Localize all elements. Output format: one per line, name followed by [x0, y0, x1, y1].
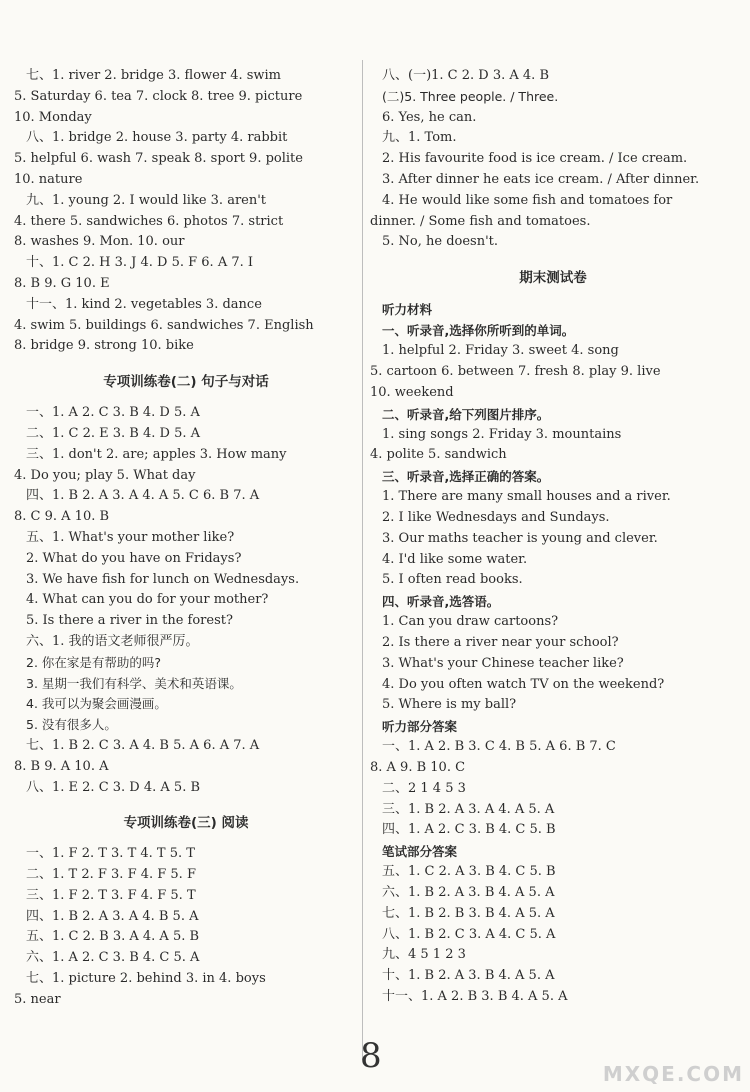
- answer-line: 8. C 9. A 10. B: [14, 509, 110, 525]
- answer-line: 3. 星期一我们有科学、美术和英语课。: [26, 675, 242, 691]
- answer-line: 1. There are many small houses and a river.: [382, 489, 671, 505]
- answer-line: 5. 没有很多人。: [26, 717, 117, 733]
- answer-line: 5. No, he doesn't.: [382, 234, 499, 250]
- answer-line: 十一、1. A 2. B 3. B 4. A 5. A: [382, 988, 568, 1004]
- subsection-heading: 一、听录音,选择你所听到的单词。: [382, 323, 575, 339]
- answer-line: 七、1. picture 2. behind 3. in 4. boys: [26, 971, 266, 987]
- column-divider: [362, 60, 363, 1060]
- answer-line: 六、1. B 2. A 3. B 4. A 5. A: [382, 884, 555, 900]
- subsection-heading: 听力材料: [382, 302, 433, 318]
- answer-line: 1. helpful 2. Friday 3. sweet 4. song: [382, 343, 619, 359]
- answer-line: 4. Do you; play 5. What day: [14, 467, 196, 483]
- answer-line: 二、2 1 4 5 3: [382, 780, 466, 796]
- answer-line: 三、1. B 2. A 3. A 4. A 5. A: [382, 801, 555, 817]
- answer-line: 4. polite 5. sandwich: [370, 447, 507, 463]
- section-title: 期末测试卷: [519, 270, 587, 287]
- answer-line: 4. Do you often watch TV on the weekend?: [382, 676, 665, 692]
- answer-line: 五、1. What's your mother like?: [26, 529, 235, 545]
- answer-line: 八、1. E 2. C 3. D 4. A 5. B: [26, 779, 201, 795]
- answer-line: 2. I like Wednesdays and Sundays.: [382, 509, 610, 525]
- answer-line: 4. I'd like some water.: [382, 551, 528, 567]
- answer-line: (二)5. Three people. / Three.: [382, 88, 559, 104]
- subsection-heading: 二、听录音,给下列图片排序。: [382, 406, 550, 422]
- answer-line: 5. Saturday 6. tea 7. clock 8. tree 9. picture: [14, 88, 303, 104]
- answer-line: 八、1. bridge 2. house 3. party 4. rabbit: [26, 130, 288, 146]
- answer-line: 4. swim 5. buildings 6. sandwiches 7. English: [14, 317, 314, 333]
- answer-line: 一、1. F 2. T 3. T 4. T 5. T: [26, 846, 195, 862]
- left-column: [14, 66, 358, 1011]
- answer-line: 二、1. T 2. F 3. F 4. F 5. F: [26, 867, 196, 883]
- answer-line: 5. near: [14, 991, 61, 1007]
- answer-line: 六、1. A 2. C 3. B 4. C 5. A: [26, 950, 200, 966]
- right-column: [370, 66, 736, 1008]
- answer-line: 四、1. B 2. A 3. A 4. A 5. C 6. B 7. A: [26, 488, 260, 504]
- answer-line: 七、1. B 2. B 3. B 4. A 5. A: [382, 905, 555, 921]
- answer-line: dinner. / Some fish and tomatoes.: [370, 213, 591, 229]
- answer-line: 八、(一)1. C 2. D 3. A 4. B: [382, 68, 549, 83]
- watermark: MXQE.COM: [602, 1062, 744, 1086]
- subsection-heading: 笔试部分答案: [382, 844, 458, 860]
- page-number: 8: [360, 1036, 382, 1076]
- answer-line: 6. Yes, he can.: [382, 109, 477, 125]
- answer-line: 三、1. don't 2. are; apples 3. How many: [26, 446, 287, 462]
- answer-line: 七、1. B 2. C 3. A 4. B 5. A 6. A 7. A: [26, 737, 260, 753]
- answer-line: 九、4 5 1 2 3: [382, 947, 466, 963]
- answer-line: 5. cartoon 6. between 7. fresh 8. play 9. live: [370, 363, 661, 379]
- answer-line: 3. Our maths teacher is young and clever.: [382, 530, 658, 546]
- answer-line: 1. sing songs 2. Friday 3. mountains: [382, 426, 622, 442]
- answer-line: 5. Where is my ball?: [382, 697, 517, 713]
- answer-line: 5. Is there a river in the forest?: [26, 613, 233, 629]
- answer-line: 一、1. A 2. C 3. B 4. D 5. A: [26, 405, 200, 421]
- answer-line: 4. What can you do for your mother?: [26, 592, 269, 608]
- answer-line: 二、1. C 2. E 3. B 4. D 5. A: [26, 425, 201, 441]
- answer-line: 8. bridge 9. strong 10. bike: [14, 338, 194, 354]
- answer-line: 十、1. B 2. A 3. B 4. A 5. A: [382, 968, 555, 984]
- answer-line: 3. What's your Chinese teacher like?: [382, 655, 624, 671]
- answer-line: 2. His favourite food is ice cream. / Ice cream.: [382, 151, 688, 167]
- answer-line: 8. washes 9. Mon. 10. our: [14, 234, 185, 250]
- answer-line: 九、1. Tom.: [382, 130, 457, 146]
- answer-line: 2. Is there a river near your school?: [382, 634, 619, 650]
- answer-line: 10. weekend: [370, 384, 454, 400]
- answer-line: 2. What do you have on Fridays?: [26, 550, 242, 566]
- answer-line: 四、1. B 2. A 3. A 4. B 5. A: [26, 908, 199, 924]
- subsection-heading: 四、听录音,选答语。: [382, 594, 500, 610]
- answer-line: 2. 你在家是有帮助的吗?: [26, 654, 162, 670]
- subsection-heading: 听力部分答案: [382, 719, 458, 735]
- answer-line: 五、1. C 2. A 3. B 4. C 5. B: [382, 864, 556, 880]
- answer-line: 九、1. young 2. I would like 3. aren't: [26, 192, 267, 208]
- answer-line: 1. Can you draw cartoons?: [382, 614, 559, 630]
- answer-line: 4. 我可以为聚会画漫画。: [26, 696, 167, 712]
- answer-line: 3. After dinner he eats ice cream. / After dinner.: [382, 171, 700, 187]
- subsection-heading: 三、听录音,选择正确的答案。: [382, 469, 550, 485]
- answer-line: 六、1. 我的语文老师很严厉。: [26, 633, 199, 649]
- answer-line: 4. He would like some fish and tomatoes for: [382, 192, 673, 208]
- answer-line: 10. nature: [14, 171, 83, 187]
- answer-line: 八、1. B 2. C 3. A 4. C 5. A: [382, 926, 556, 942]
- answer-line: 4. there 5. sandwiches 6. photos 7. strict: [14, 213, 284, 229]
- answer-line: 8. B 9. A 10. A: [14, 758, 109, 774]
- answer-line: 一、1. A 2. B 3. C 4. B 5. A 6. B 7. C: [382, 739, 616, 755]
- answer-line: 5. I often read books.: [382, 572, 523, 588]
- answer-line: 5. helpful 6. wash 7. speak 8. sport 9. polite: [14, 151, 303, 167]
- answer-line: 七、1. river 2. bridge 3. flower 4. swim: [26, 68, 282, 83]
- answer-line: 3. We have fish for lunch on Wednesdays.: [26, 571, 300, 587]
- answer-line: 三、1. F 2. T 3. F 4. F 5. T: [26, 887, 196, 903]
- section-title: 专项训练卷(三) 阅读: [123, 815, 249, 832]
- answer-line: 十、1. C 2. H 3. J 4. D 5. F 6. A 7. I: [26, 255, 254, 271]
- answer-line: 8. A 9. B 10. C: [370, 759, 466, 775]
- answer-line: 10. Monday: [14, 109, 92, 125]
- section-title: 专项训练卷(二) 句子与对话: [103, 374, 269, 391]
- answer-line: 十一、1. kind 2. vegetables 3. dance: [26, 296, 262, 312]
- answer-line: 五、1. C 2. B 3. A 4. A 5. B: [26, 929, 200, 945]
- answer-line: 四、1. A 2. C 3. B 4. C 5. B: [382, 822, 556, 838]
- answer-line: 8. B 9. G 10. E: [14, 275, 110, 291]
